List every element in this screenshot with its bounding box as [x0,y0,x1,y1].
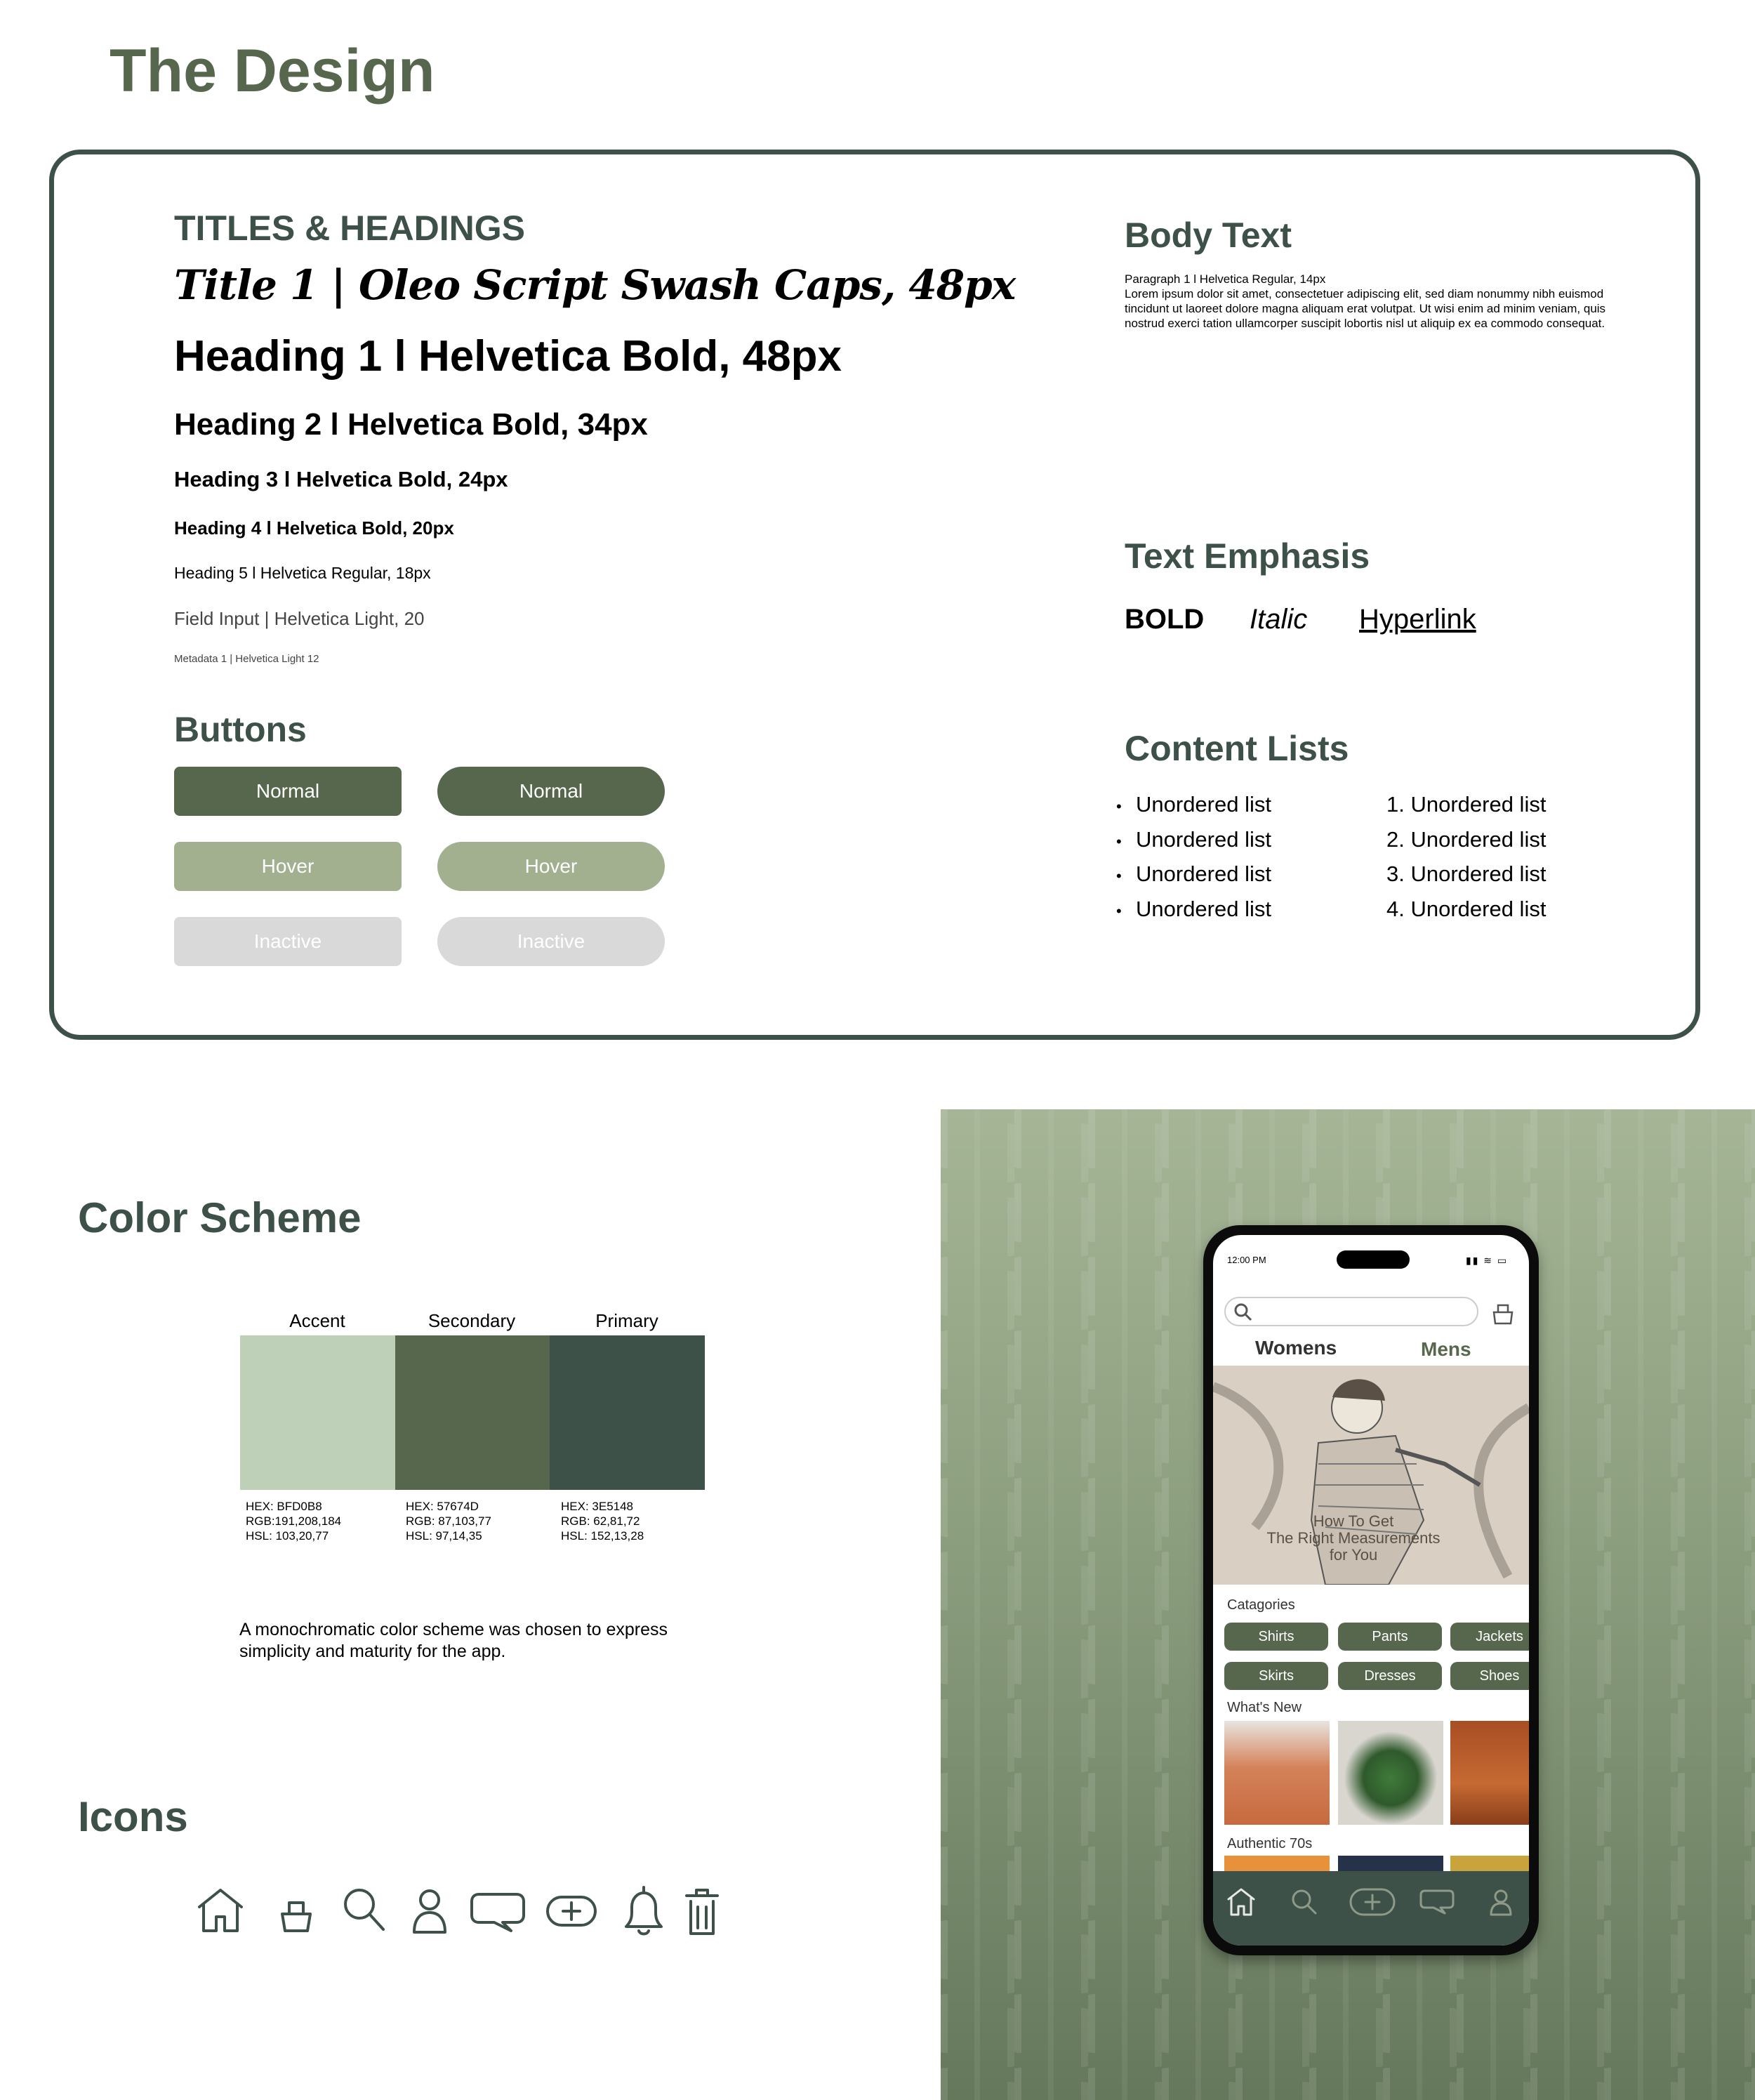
hero-banner[interactable] [1213,1366,1529,1585]
list-item-text: Unordered list [1136,861,1271,886]
user-icon[interactable] [1491,1891,1511,1915]
body-paragraph [1125,272,1630,331]
hex-value: HEX: 3E5148 [561,1500,634,1513]
dynamic-island [1337,1250,1410,1269]
accent-label: Accent [289,1310,345,1331]
add-icon[interactable] [1351,1889,1394,1915]
user-icon [414,1891,445,1932]
category-chip[interactable]: Dresses [1338,1662,1442,1690]
hsl-value: HSL: 152,13,28 [561,1529,644,1543]
bullet: • [1116,798,1122,815]
search-icon [1233,1302,1254,1323]
text-emphasis-heading: Text Emphasis [1125,536,1370,576]
categories-label: Catagories [1227,1597,1295,1613]
whats-new-label: What's New [1227,1700,1302,1715]
bag-icon [282,1903,310,1931]
heading4-sample: Heading 4 l Helvetica Bold, 20px [174,517,454,539]
hyperlink-sample[interactable]: Hyperlink [1359,604,1476,635]
inactive-button-pill: Inactive [437,917,665,966]
hex-value: HEX: 57674D [406,1500,479,1513]
nav-icons [1213,1871,1529,1946]
add-icon [548,1897,595,1925]
secondary-swatch [395,1335,550,1490]
titles-headings-heading: TITLES & HEADINGS [174,209,526,248]
bell-icon [626,1887,661,1934]
bullet: • [1116,902,1122,920]
bag-icon[interactable] [1491,1300,1515,1326]
content-lists-heading: Content Lists [1125,729,1349,768]
secondary-label: Secondary [428,1310,516,1331]
hsl-value: HSL: 97,14,35 [406,1529,482,1543]
phone-mockup [1203,1225,1539,1955]
list-item [1116,792,1271,827]
bullet: • [1116,867,1122,885]
list-item: 1. Unordered list [1386,792,1547,817]
chat-icon [472,1894,524,1931]
search-icon [345,1890,383,1929]
hsl-value: HSL: 103,20,77 [246,1529,329,1543]
buttons-heading: Buttons [174,710,307,749]
icons-heading: Icons [78,1793,188,1840]
color-scheme-heading: Color Scheme [78,1194,362,1241]
primary-swatch [550,1335,705,1490]
list-item-text: Unordered list [1136,792,1271,817]
bullet: • [1116,832,1122,850]
primary-values [561,1499,644,1543]
rgb-value: RGB:191,208,184 [246,1514,342,1528]
list-item-text: Unordered list [1136,896,1271,921]
body-paragraph-text: Lorem ipsum dolor sit amet, consectetuer adipiscing elit, sed diam nonummy nibh euismod tincidunt ut laoreet dolore magna aliquam erat volutpat. Ut wisi enim ad minim veniam, quis nostrud exerci tation ullamcorper suscipit lobortis nisl ut aliquip ex ea commodo consequat. [1125,287,1606,330]
category-chip[interactable]: Shirts [1224,1623,1328,1651]
hover-button-square[interactable]: Hover [174,842,402,891]
page-title: The Design [110,37,435,105]
rgb-value: RGB: 62,81,72 [561,1514,640,1528]
search-input[interactable] [1224,1297,1478,1326]
italic-sample: Italic [1250,604,1308,635]
product-thumb-dress[interactable] [1224,1721,1330,1825]
list-item: 3. Unordered list [1386,861,1547,886]
trash-icon [687,1890,717,1934]
authentic-70s-label: Authentic 70s [1227,1836,1313,1851]
home-icon[interactable] [1228,1889,1254,1915]
rgb-value: RGB: 87,103,77 [406,1514,491,1528]
tab-womens[interactable]: Womens [1255,1337,1337,1359]
category-chip[interactable]: Skirts [1224,1662,1328,1690]
list-item: 2. Unordered list [1386,826,1547,852]
field-input-sample: Field Input | Helvetica Light, 20 [174,608,425,629]
category-chip[interactable]: Shoes [1450,1662,1529,1690]
product-thumb-jacket[interactable] [1450,1721,1529,1825]
list-item [1116,897,1271,932]
accent-swatch [240,1335,395,1490]
bold-sample: BOLD [1125,604,1205,635]
category-chip[interactable]: Jackets [1450,1623,1529,1651]
body-paragraph-label: Paragraph 1 l Helvetica Regular, 14px [1125,272,1326,286]
status-time: 12:00 PM [1227,1255,1266,1265]
phone-screen [1213,1235,1529,1946]
chat-icon[interactable] [1421,1891,1453,1913]
list-item [1116,827,1271,862]
hero-text: How To Get The Right Measurements for You [1266,1512,1441,1564]
heading2-sample: Heading 2 l Helvetica Bold, 34px [174,407,648,442]
accent-values [246,1499,341,1543]
normal-button-square[interactable]: Normal [174,767,402,816]
status-icons: ▮▮ ≋ ▭ [1466,1255,1509,1266]
icons-row [190,1882,737,1938]
search-icon[interactable] [1293,1891,1316,1913]
hover-button-pill[interactable]: Hover [437,842,665,891]
normal-button-pill[interactable]: Normal [437,767,665,816]
heading1-sample: Heading 1 l Helvetica Bold, 48px [174,332,842,381]
tab-mens[interactable]: Mens [1421,1338,1471,1360]
unordered-list [1116,792,1271,931]
inactive-button-square: Inactive [174,917,402,966]
ordered-list [1386,792,1546,931]
heading3-sample: Heading 3 l Helvetica Bold, 24px [174,467,508,491]
list-item: 4. Unordered list [1386,896,1547,921]
title1-sample: Title 1 | Oleo Script Swash Caps, 48px [174,261,1016,309]
category-chip[interactable]: Pants [1338,1623,1442,1651]
heading5-sample: Heading 5 l Helvetica Regular, 18px [174,564,431,582]
metadata-sample: Metadata 1 | Helvetica Light 12 [174,653,319,665]
bottom-nav [1213,1871,1529,1946]
hex-value: HEX: BFD0B8 [246,1500,322,1513]
primary-label: Primary [595,1310,658,1331]
list-item [1116,861,1271,897]
product-thumb-shoes[interactable] [1338,1721,1443,1825]
home-icon [199,1890,241,1931]
secondary-values [406,1499,491,1543]
color-scheme-description: A monochromatic color scheme was chosen to express simplicity and maturity for the app. [239,1620,668,1661]
body-text-heading: Body Text [1125,216,1292,255]
list-item-text: Unordered list [1136,826,1271,852]
